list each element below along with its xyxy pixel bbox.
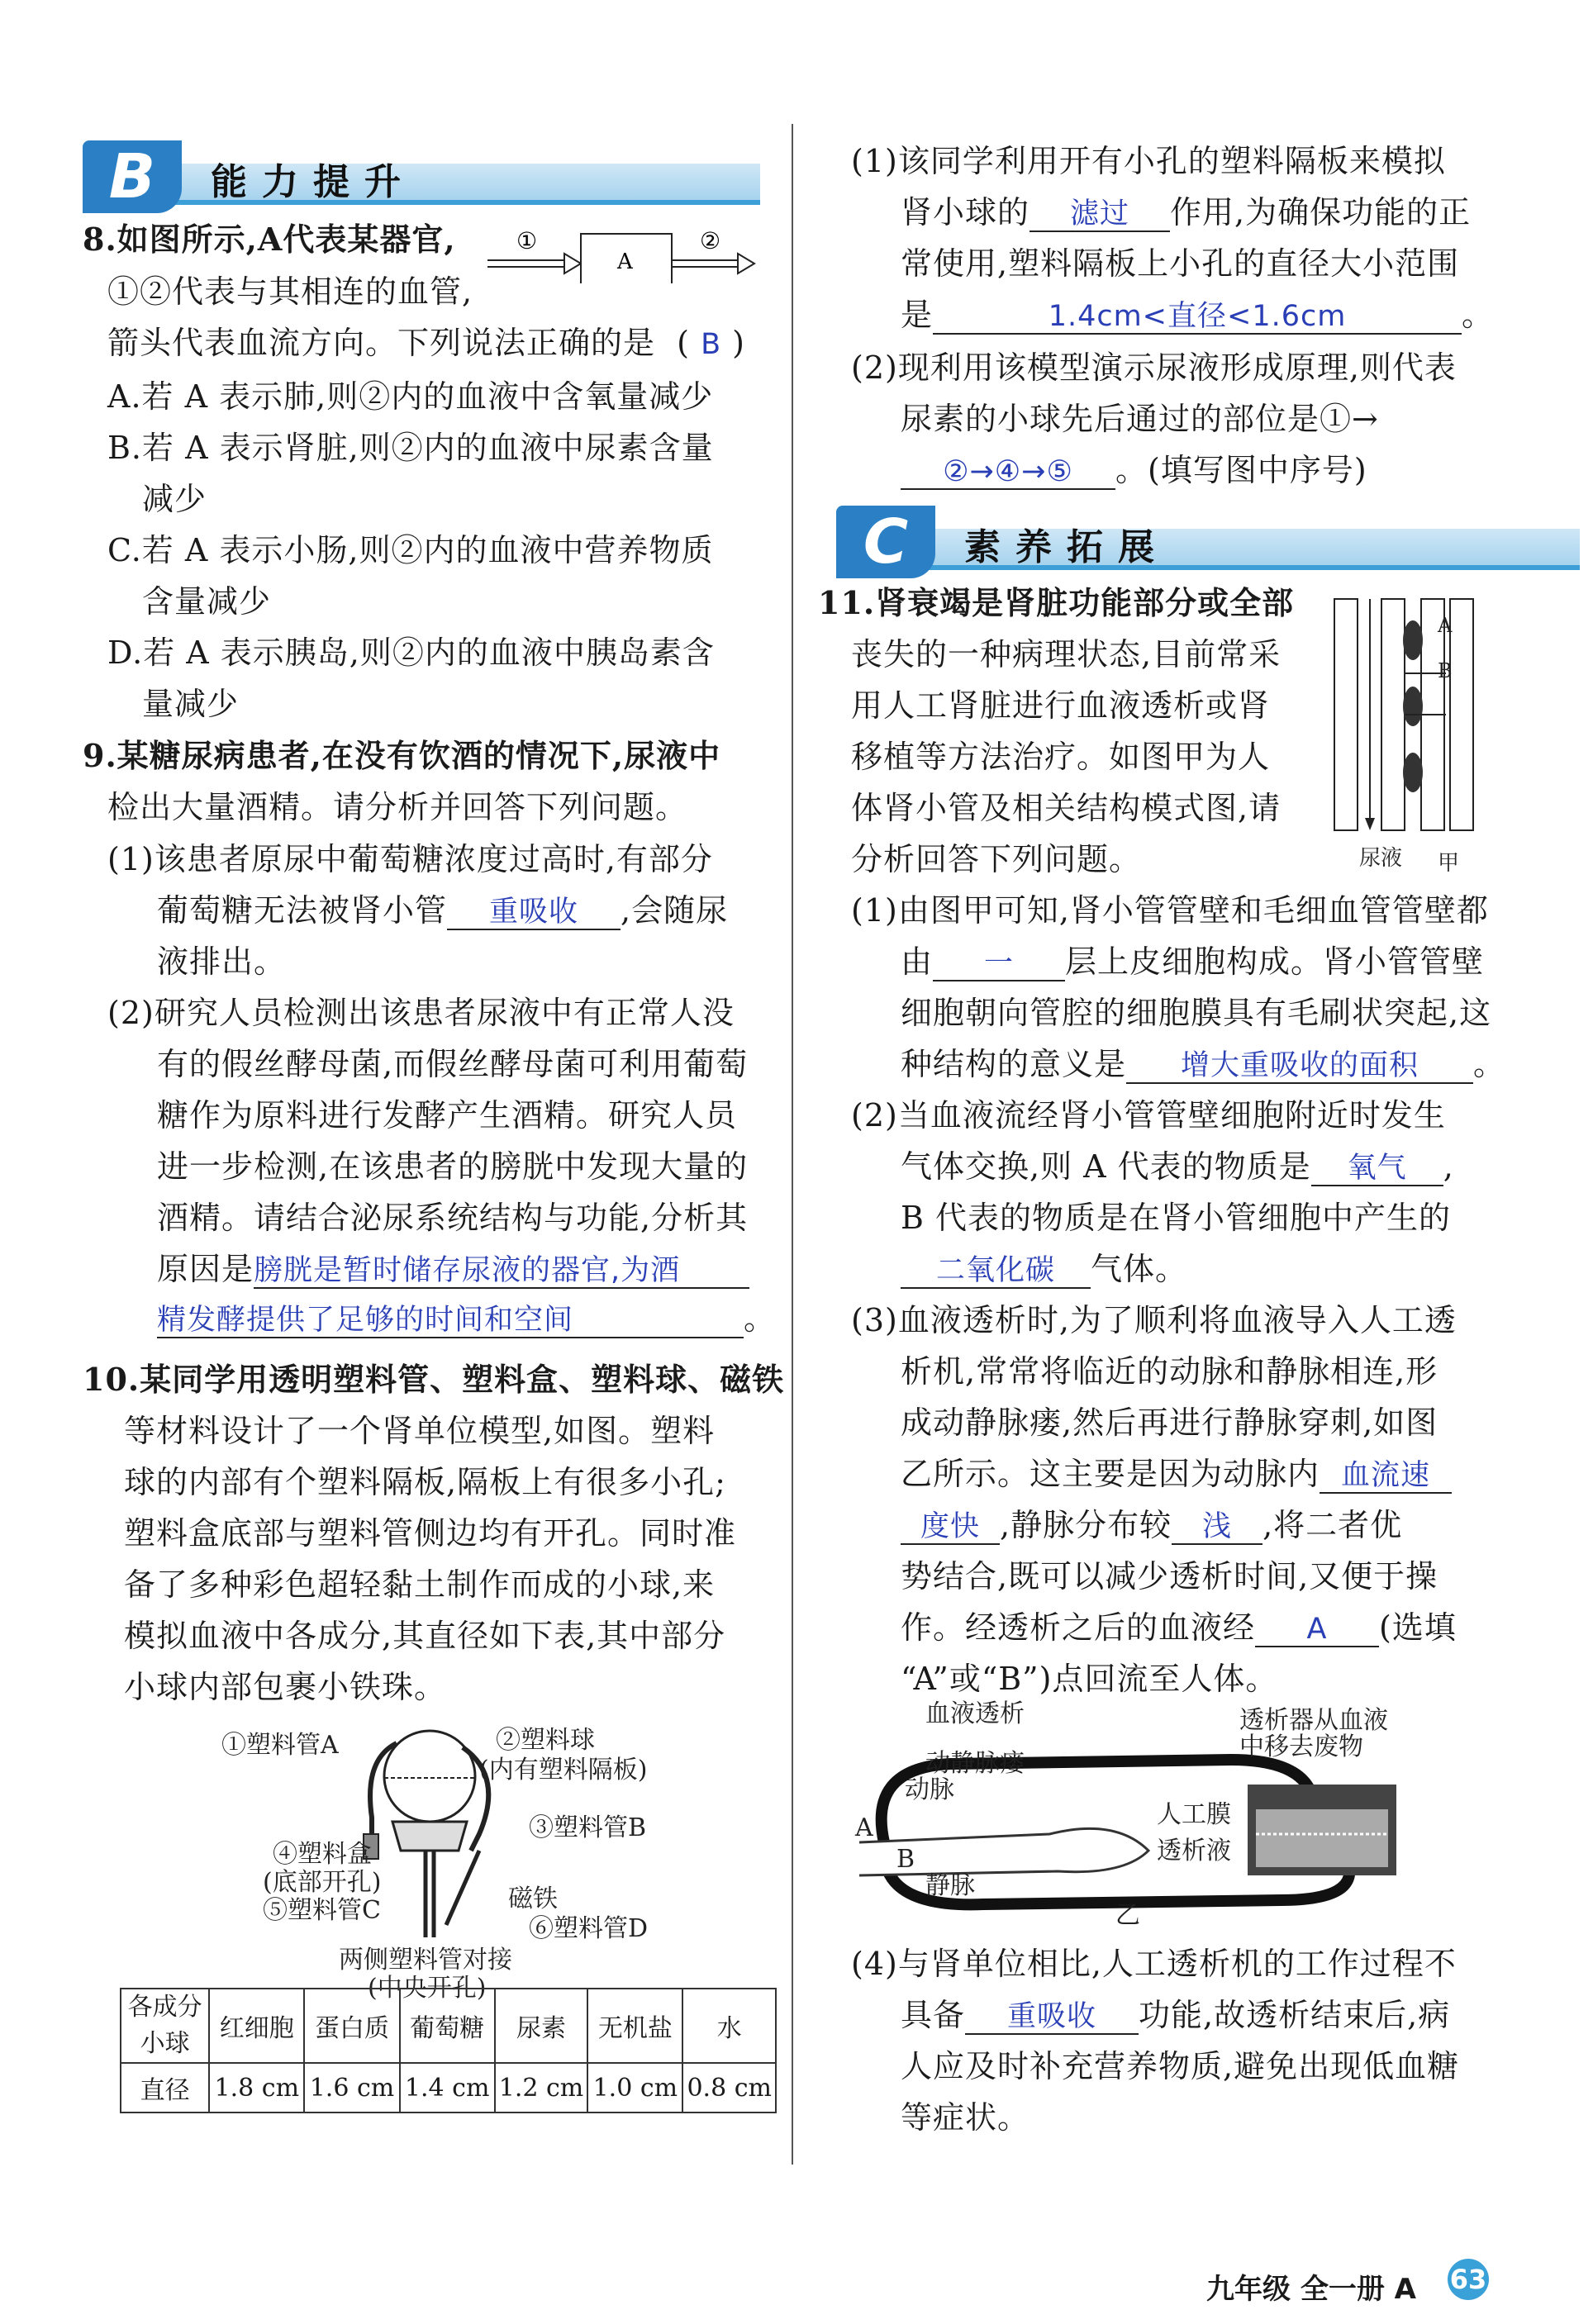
q11-line4: 移植等方法治疗。如图甲为人 <box>851 739 1271 775</box>
q10-s1b: 肾小球的 滤过 作用,为确保功能的正 <box>901 194 1472 230</box>
dialysis-label-fistula: 动静脉瘘 <box>925 1749 1025 1778</box>
q11-s3b: 析机,常常将临近的动脉和静脉相连,形 <box>901 1353 1438 1390</box>
q11-s3e: 度快 ,静脉分布较 浅 ,将二者优 <box>901 1504 1402 1546</box>
q11-answer-5a: 血流速 <box>1320 1459 1452 1494</box>
q8-option-a: A.若 A 表示肺,则②内的血液中含氧量减少 <box>107 378 714 415</box>
q10-s1a: (1)该同学利用开有小孔的塑料隔板来模拟 <box>851 143 1446 179</box>
column-divider <box>792 124 793 2165</box>
tubule-figure <box>1330 591 1479 839</box>
section-b-title: 能力提升 <box>211 161 416 203</box>
q8-fig-in: ① <box>516 227 538 254</box>
q9-s2f: 原因是膀胱是暂时储存尿液的器官,为酒 <box>157 1248 749 1290</box>
q11-s1a: (1)由图甲可知,肾小管管壁和毛细血管管壁都 <box>851 892 1489 929</box>
q11-answer-8: 重吸收 <box>965 2000 1139 2035</box>
q10-s2c: ②→④→⑤ 。(填写图中序号) <box>901 449 1367 491</box>
table-row-label: 直径 <box>121 2063 209 2113</box>
fig-label-tube-c: ⑤塑料管C <box>263 1896 381 1925</box>
table-row <box>121 2063 776 2113</box>
q11-answer-6: 浅 <box>1172 1510 1263 1545</box>
q9-answer-1: 重吸收 <box>447 896 621 930</box>
q11-line5: 体肾小管及相关结构模式图,请 <box>851 790 1282 826</box>
q11-s4e: 等症状。 <box>901 2099 1030 2136</box>
q9-s1a: (1)该患者原尿中葡萄糖浓度过高时,有部分 <box>107 841 713 877</box>
q8-option-c1: C.若 A 表示小肠,则②内的血液中营养物质 <box>107 532 714 568</box>
q9-s2e: 酒精。请结合泌尿系统结构与功能,分析其 <box>157 1200 749 1236</box>
dialysis-label-fluid: 透析液 <box>1157 1837 1231 1865</box>
q11-s2e: 二氧化碳 气体。 <box>901 1248 1187 1290</box>
q11-line3: 用人工肾脏进行血液透析或肾 <box>851 687 1271 724</box>
q11-s3h: 作。经透析之后的血液经 A (选填 <box>901 1609 1457 1646</box>
table-header-cell: 葡萄糖 <box>400 1989 495 2063</box>
q9-s2c: 糖作为原料进行发酵产生酒精。研究人员 <box>157 1097 738 1133</box>
fig-label-magnet: 磁铁 <box>508 1884 558 1913</box>
fig-label-box-note: (底部开孔) <box>263 1868 382 1897</box>
q8-fig-box: A <box>617 250 633 274</box>
q9-s2b: 有的假丝酵母菌,而假丝酵母菌可利用葡萄 <box>157 1046 749 1082</box>
fig-label-tube-b: ③塑料管B <box>529 1813 647 1842</box>
q8-fig-out: ② <box>700 227 721 254</box>
diameter-table <box>120 1988 777 2113</box>
q8-option-d1: D.若 A 表示胰岛,则②内的血液中胰岛素含 <box>107 634 715 671</box>
q8-line2: ①②代表与其相连的血管, <box>107 273 473 310</box>
tubule-label-urine: 尿液 <box>1359 846 1403 871</box>
q10-s1d: 常使用,塑料隔板上小孔的直径大小范围 <box>901 245 1460 282</box>
tubule-label-b: B <box>1438 659 1453 682</box>
dialysis-label-title: 血液透析 <box>925 1699 1025 1728</box>
page-number: 63 <box>1448 2259 1489 2300</box>
q11-answer-1: 一 <box>933 947 1065 981</box>
table-cell: 1.0 cm <box>587 2063 682 2113</box>
q9-answer-2b: 精发酵提供了足够的时间和空间 <box>157 1304 744 1338</box>
q9-s1b: 葡萄糖无法被肾小管 重吸收 ,会随尿 <box>157 892 729 929</box>
section-c-header <box>836 506 1580 578</box>
fig-label-tube-a: ①塑料管A <box>221 1731 339 1760</box>
table-cell: 1.4 cm <box>400 2063 495 2113</box>
q11-s3c: 成动静脉瘘,然后再进行静脉穿刺,如图 <box>901 1404 1438 1441</box>
q11-s3d: 乙所示。这主要是因为动脉内 血流速 <box>901 1453 1452 1495</box>
table-cell: 1.8 cm <box>209 2063 304 2113</box>
table-header-cell: 蛋白质 <box>304 1989 399 2063</box>
q8-option-c2: 含量减少 <box>142 583 272 620</box>
q10-line3: 球的内部有个塑料隔板,隔板上有很多小孔; <box>124 1464 726 1500</box>
q11-line6: 分析回答下列问题。 <box>851 841 1142 877</box>
q11-s3g: 势结合,既可以减少透析时间,又便于操 <box>901 1558 1438 1594</box>
q9-s2a: (2)研究人员检测出该患者尿液中有正常人没 <box>107 995 735 1031</box>
q11-s2d: B 代表的物质是在肾小管细胞中产生的 <box>901 1200 1452 1236</box>
dialysis-label-artery: 动脉 <box>905 1775 954 1804</box>
q8-answer: B <box>701 328 722 361</box>
q9-s2g: 精发酵提供了足够的时间和空间 。 <box>157 1300 777 1337</box>
q10-answer-1: 滤过 <box>1030 197 1170 232</box>
fig-label-ball-note: (内有塑料隔板) <box>479 1756 648 1785</box>
q11-answer-5b: 度快 <box>901 1510 1000 1545</box>
table-cell: 1.6 cm <box>304 2063 399 2113</box>
dialysis-label-vein: 静脉 <box>925 1871 975 1900</box>
fig-label-ball: ②塑料球 <box>496 1726 595 1755</box>
q10-line6: 模拟血液中各成分,其直径如下表,其中部分 <box>124 1618 726 1654</box>
q11-answer-7: A <box>1255 1613 1379 1647</box>
q10-s2a: (2)现利用该模型演示尿液形成原理,则代表 <box>851 349 1457 386</box>
q10-answer-2: 1.4cm<直径<1.6cm <box>933 300 1462 335</box>
q11-s3j: “A”或“B”)点回流至人体。 <box>901 1661 1278 1697</box>
q10-line4: 塑料盒底部与塑料管侧边均有开孔。同时准 <box>124 1515 737 1552</box>
section-b-header <box>83 140 760 213</box>
table-cell: 0.8 cm <box>682 2063 776 2113</box>
q11-answer-3: 氧气 <box>1311 1152 1443 1186</box>
dialysis-label-r2: 中移去废物 <box>1239 1732 1363 1761</box>
q9-answer-2a: 膀胱是暂时储存尿液的器官,为酒 <box>254 1254 749 1289</box>
q10-s1e: 是 1.4cm<直径<1.6cm 。 <box>901 297 1495 333</box>
q11-s3a: (3)血液透析时,为了顺利将血液导入人工透 <box>851 1302 1457 1338</box>
table-header-cell: 尿素 <box>495 1989 588 2063</box>
q9-s1d: 液排出。 <box>157 943 287 980</box>
q8-organ-diagram <box>483 219 764 283</box>
q11-s1b: 由 一 层上皮细胞构成。肾小管管壁 <box>901 943 1485 980</box>
table-cell: 1.2 cm <box>495 2063 588 2113</box>
q11-line2: 丧失的一种病理状态,目前常采 <box>851 636 1282 672</box>
tubule-label-jia: 甲 <box>1438 851 1460 876</box>
q11-s1e: 种结构的意义是 增大重吸收的面积 。 <box>901 1046 1506 1082</box>
q11-s2b: 气体交换,则 A 代表的物质是 氧气 , <box>901 1148 1454 1185</box>
q11-answer-4: 二氧化碳 <box>901 1254 1091 1289</box>
q8-option-d2: 量减少 <box>142 686 240 722</box>
q9-s2d: 进一步检测,在该患者的膀胱中发现大量的 <box>157 1148 749 1185</box>
q9-line2: 检出大量酒精。请分析并回答下列问题。 <box>107 789 688 825</box>
q9-line1: 9.某糖尿病患者,在没有饮酒的情况下,尿液中 <box>83 737 721 774</box>
q11-answer-2: 增大重吸收的面积 <box>1126 1049 1473 1084</box>
table-row <box>121 1989 776 2063</box>
q11-s4a: (4)与肾单位相比,人工透析机的工作过程不 <box>851 1946 1457 1982</box>
q11-s1d: 细胞朝向管腔的细胞膜具有毛刷状突起,这 <box>901 995 1492 1031</box>
dialysis-label-a: A <box>855 1813 873 1842</box>
q10-line1: 10.某同学用透明塑料管、塑料盒、塑料球、磁铁 <box>83 1361 785 1398</box>
fig-label-box: ④塑料盒 <box>273 1840 372 1869</box>
dialysis-label-b: B <box>896 1845 915 1874</box>
table-header-cell: 红细胞 <box>209 1989 304 2063</box>
fig-label-bottom1: 两侧塑料管对接 <box>339 1946 512 1975</box>
q8-line1: 8.如图所示,A代表某器官, <box>83 221 456 258</box>
fig-label-bottom2: (中央开孔) <box>368 1974 487 2003</box>
q10-line7: 小球内部包裹小铁珠。 <box>124 1669 447 1705</box>
q10-answer-3: ②→④→⑤ <box>901 455 1115 490</box>
table-header-cell: 无机盐 <box>587 1989 682 2063</box>
footer-text: 九年级 全一册 A <box>1206 2273 1416 2306</box>
dialysis-label-r1: 透析器从血液 <box>1239 1706 1388 1735</box>
q8-option-b1: B.若 A 表示肾脏,则②内的血液中尿素含量 <box>107 430 714 466</box>
q8-line3: 箭头代表血流方向。下列说法正确的是 ( B ) <box>107 325 745 361</box>
section-c-title: 素养拓展 <box>964 526 1169 568</box>
fig-label-tube-d: ⑥塑料管D <box>529 1914 649 1943</box>
dialysis-label-membrane: 人工膜 <box>1157 1800 1231 1829</box>
section-b-badge: B <box>83 140 182 213</box>
dialysis-label-yi: 乙 <box>1115 1901 1140 1930</box>
q11-line1: 11.肾衰竭是肾脏功能部分或全部 <box>818 584 1295 621</box>
q8-option-b2: 减少 <box>142 481 207 517</box>
q10-line2: 等材料设计了一个肾单位模型,如图。塑料 <box>124 1413 716 1449</box>
q11-s2a: (2)当血液流经肾小管管壁细胞附近时发生 <box>851 1097 1446 1133</box>
q11-s4b: 具备 重吸收 功能,故透析结束后,病 <box>901 1997 1451 2033</box>
section-c-badge: C <box>836 506 935 578</box>
table-header-cell: 水 <box>682 1989 776 2063</box>
q11-s4d: 人应及时补充营养物质,避免出现低血糖 <box>901 2048 1460 2084</box>
tubule-label-a: A <box>1438 614 1453 637</box>
q10-s2b: 尿素的小球先后通过的部位是①→ <box>901 401 1379 437</box>
table-header-corner: 各成分 小球 <box>121 1989 209 2063</box>
q10-line5: 备了多种彩色超轻黏土制作而成的小球,来 <box>124 1566 716 1603</box>
